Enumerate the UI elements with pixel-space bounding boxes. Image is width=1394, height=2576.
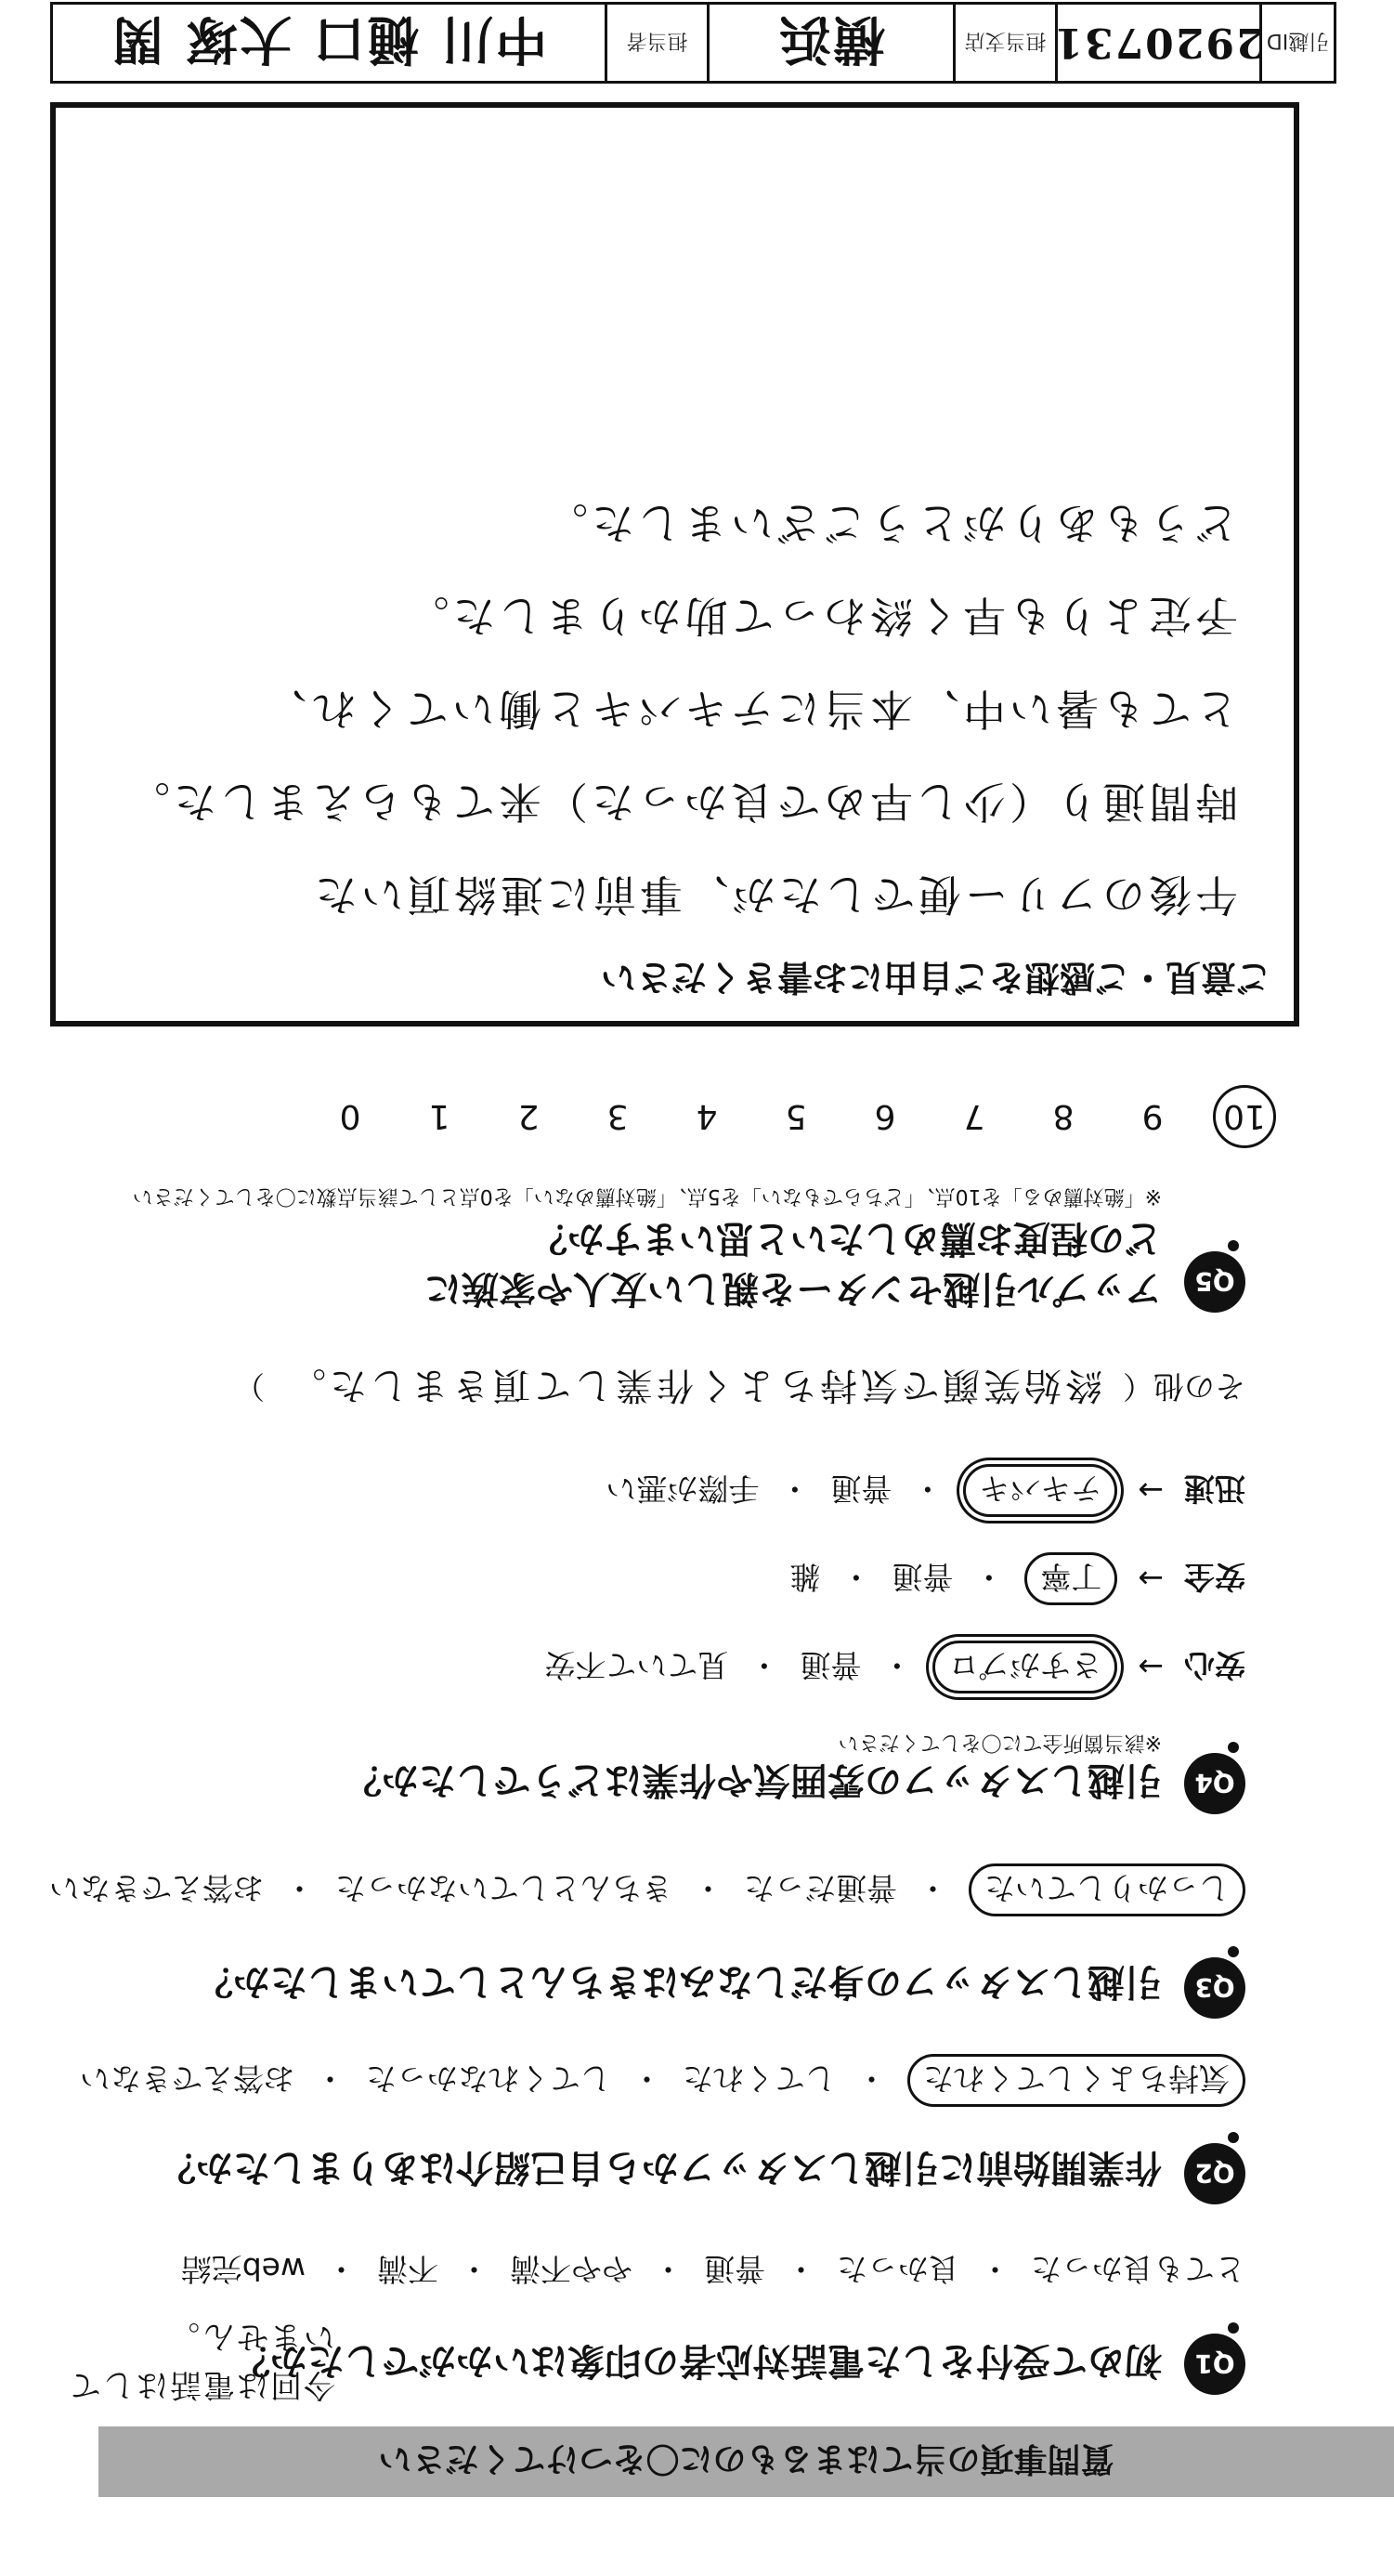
header-id-label: 引越ID (1266, 29, 1330, 53)
header-staff-label-cell (605, 5, 707, 81)
dot-sep: ・ (653, 2251, 684, 2287)
q5-scale-0[interactable]: 0 (339, 1097, 361, 1136)
header-id-value: 2920731 (1052, 19, 1265, 67)
q2-opt-2[interactable]: してくれた (683, 2060, 836, 2097)
q3-badge: Q3 (1184, 1957, 1245, 2019)
q4-safety-opt-3[interactable]: 雑 (789, 1559, 821, 1595)
dot-sep: ・ (918, 1870, 948, 1906)
q4-other-value: 終始笑顔で気持ちよく作業して頂きました。 (285, 1364, 1102, 1406)
header-staff-value: 中川 樋口 大塚 関 (110, 8, 548, 70)
q4-row-relief (544, 1641, 1245, 1693)
q2-badge: Q2 (1184, 2143, 1245, 2204)
dot-sep: ・ (881, 1647, 913, 1683)
header-staff-label: 担当者 (626, 29, 688, 53)
dot-sep: ・ (786, 2251, 816, 2287)
q1-options (181, 2249, 1245, 2293)
q3-options (49, 1863, 1245, 1916)
q5-scale-1[interactable]: 1 (428, 1097, 450, 1136)
q4-row-relief-label: 安心 (1184, 1647, 1245, 1683)
q5-note: ※「絶対薦める」を10点、「どちらでもない」を5点、「絶対薦めない」を0点として該当点数に〇をしてください (132, 1184, 1162, 1208)
q5-scale-2[interactable]: 2 (517, 1097, 540, 1136)
dot-sep: ・ (840, 1559, 872, 1595)
q1-opt-5[interactable]: 不満 (377, 2251, 438, 2287)
q4-safety-opt-2[interactable]: 普通 (892, 1559, 954, 1595)
q4-other (234, 1362, 1245, 1415)
comments-box (50, 102, 1299, 1026)
arrow-right-icon: → (1138, 1561, 1164, 1597)
q5-question-line1: アップル引越センターを親しい友人や家族に (424, 1267, 1162, 1310)
dot-sep: ・ (749, 1647, 780, 1683)
header-branch-label: 担当支店 (964, 29, 1047, 53)
q4-row-safety (789, 1552, 1245, 1605)
q4-speed-opt-2[interactable]: 普通 (830, 1471, 892, 1507)
q4-relief-opt-2[interactable]: 普通 (800, 1647, 862, 1683)
q5-scale-10[interactable]: 10 (1213, 1085, 1276, 1148)
q1-badge: Q1 (1184, 2334, 1245, 2395)
q4-row-safety-label: 安全 (1184, 1559, 1245, 1595)
q4-badge: Q4 (1184, 1753, 1245, 1814)
q5-scale-8[interactable]: 8 (1052, 1097, 1075, 1136)
header-branch-label-cell (953, 5, 1055, 81)
q5-scale-6[interactable]: 6 (874, 1097, 896, 1136)
q5-scale-9[interactable]: 9 (1141, 1097, 1164, 1136)
comments-title: ご意見・ご感想をご自由にお書きください (600, 957, 1271, 998)
q1-opt-4[interactable]: やや不満 (510, 2251, 632, 2287)
comment-line-4: 予定よりも早く終わって助かりました。 (402, 591, 1238, 641)
q1-question: 初めて受付をした電話対応者の印象はいかがでしたか？ (233, 2339, 1162, 2382)
dot-sep: ・ (912, 1471, 944, 1507)
arrow-right-icon: → (1138, 1649, 1164, 1685)
dot-sep: ・ (632, 2060, 662, 2097)
dot-sep: ・ (459, 2251, 489, 2287)
q4-row-speed-label: 迅速 (1184, 1471, 1245, 1507)
q1-handwritten-note: 今回は電話はしていません。 (68, 2318, 335, 2403)
comment-line-2: 時間通り（少し早めで良かった）来てもらえました。 (124, 777, 1238, 827)
arrow-right-icon: → (1138, 1472, 1164, 1509)
dot-sep: ・ (315, 2060, 345, 2097)
dot-sep: ・ (284, 1870, 315, 1906)
q4-speed-opt-1[interactable]: テキパキ (963, 1464, 1117, 1517)
q5-scale-4[interactable]: 4 (696, 1097, 718, 1136)
q2-question: 作業開始前に引越しスタッフから自己紹介はありましたか？ (159, 2146, 1162, 2189)
dot-sep: ・ (779, 1471, 811, 1507)
header-id-value-cell (1052, 5, 1265, 81)
q5-scale-5[interactable]: 5 (785, 1097, 807, 1136)
q5-scale-3[interactable]: 3 (606, 1097, 629, 1136)
comment-line-3: とても暑い中、本当にテキパキと働いてくれ、 (260, 684, 1238, 734)
header-id-label-cell (1259, 5, 1334, 81)
comment-line-5: どうもありがとうございました。 (541, 498, 1238, 548)
q5-scale-7[interactable]: 7 (963, 1097, 985, 1136)
q4-other-label: その他（ (1123, 1368, 1245, 1405)
q1-opt-2[interactable]: 良かった (837, 2251, 959, 2287)
instructions-banner: 質問事項の当てはまるものに〇をつけてください (98, 2426, 1394, 2497)
q4-note: ※該当箇所全てに〇をしてください (838, 1731, 1162, 1754)
q1-opt-1[interactable]: とても良かった (1031, 2251, 1245, 2287)
q5-scale (306, 1085, 1292, 1148)
header-bar (50, 2, 1336, 84)
q2-opt-4[interactable]: お答えできない (80, 2060, 294, 2097)
q3-opt-2[interactable]: 普通だった (744, 1870, 897, 1906)
header-branch-value-cell (707, 5, 953, 81)
q2-opt-1[interactable]: 気持ちよくしてくれた (907, 2054, 1245, 2107)
header-branch-value: 横浜 (777, 8, 885, 70)
q3-question: 引越しスタッフの身だしなみはきちんとしていましたか？ (196, 1960, 1162, 2003)
dot-sep: ・ (856, 2060, 887, 2097)
q3-opt-3[interactable]: きちんとしていなかった (335, 1870, 672, 1906)
q1-opt-3[interactable]: 普通 (704, 2251, 765, 2287)
dot-sep: ・ (693, 1870, 723, 1906)
comment-line-1: 午後のフリー便でしたが、事前に連絡頂いた (310, 870, 1238, 920)
q5-question-line2: どの程度お薦めしたいと思いますか？ (530, 1217, 1162, 1260)
dot-sep: ・ (980, 2251, 1010, 2287)
header-staff-value-cell (53, 5, 605, 81)
q4-relief-opt-1[interactable]: さすがプロ (932, 1641, 1117, 1693)
q5-badge: Q5 (1184, 1251, 1245, 1313)
q1-opt-6[interactable]: web完結 (180, 2251, 306, 2287)
dot-sep: ・ (326, 2251, 357, 2287)
q2-opt-3[interactable]: してくれなかった (366, 2060, 611, 2097)
q4-other-close: ） (234, 1368, 265, 1405)
q2-options (80, 2054, 1245, 2107)
q4-speed-opt-3[interactable]: 手際が悪い (606, 1471, 760, 1507)
dot-sep: ・ (973, 1559, 1005, 1595)
q4-question: 引越しスタッフの雰囲気や作業はどうでしたか？ (345, 1759, 1162, 1801)
q3-opt-4[interactable]: お答えできない (49, 1870, 264, 1906)
q4-relief-opt-3[interactable]: 見ていて不安 (544, 1647, 729, 1683)
q3-opt-1[interactable]: しっかりしていた (969, 1863, 1245, 1916)
q4-row-speed (606, 1464, 1245, 1517)
q4-safety-opt-1[interactable]: 丁寧 (1024, 1552, 1117, 1605)
